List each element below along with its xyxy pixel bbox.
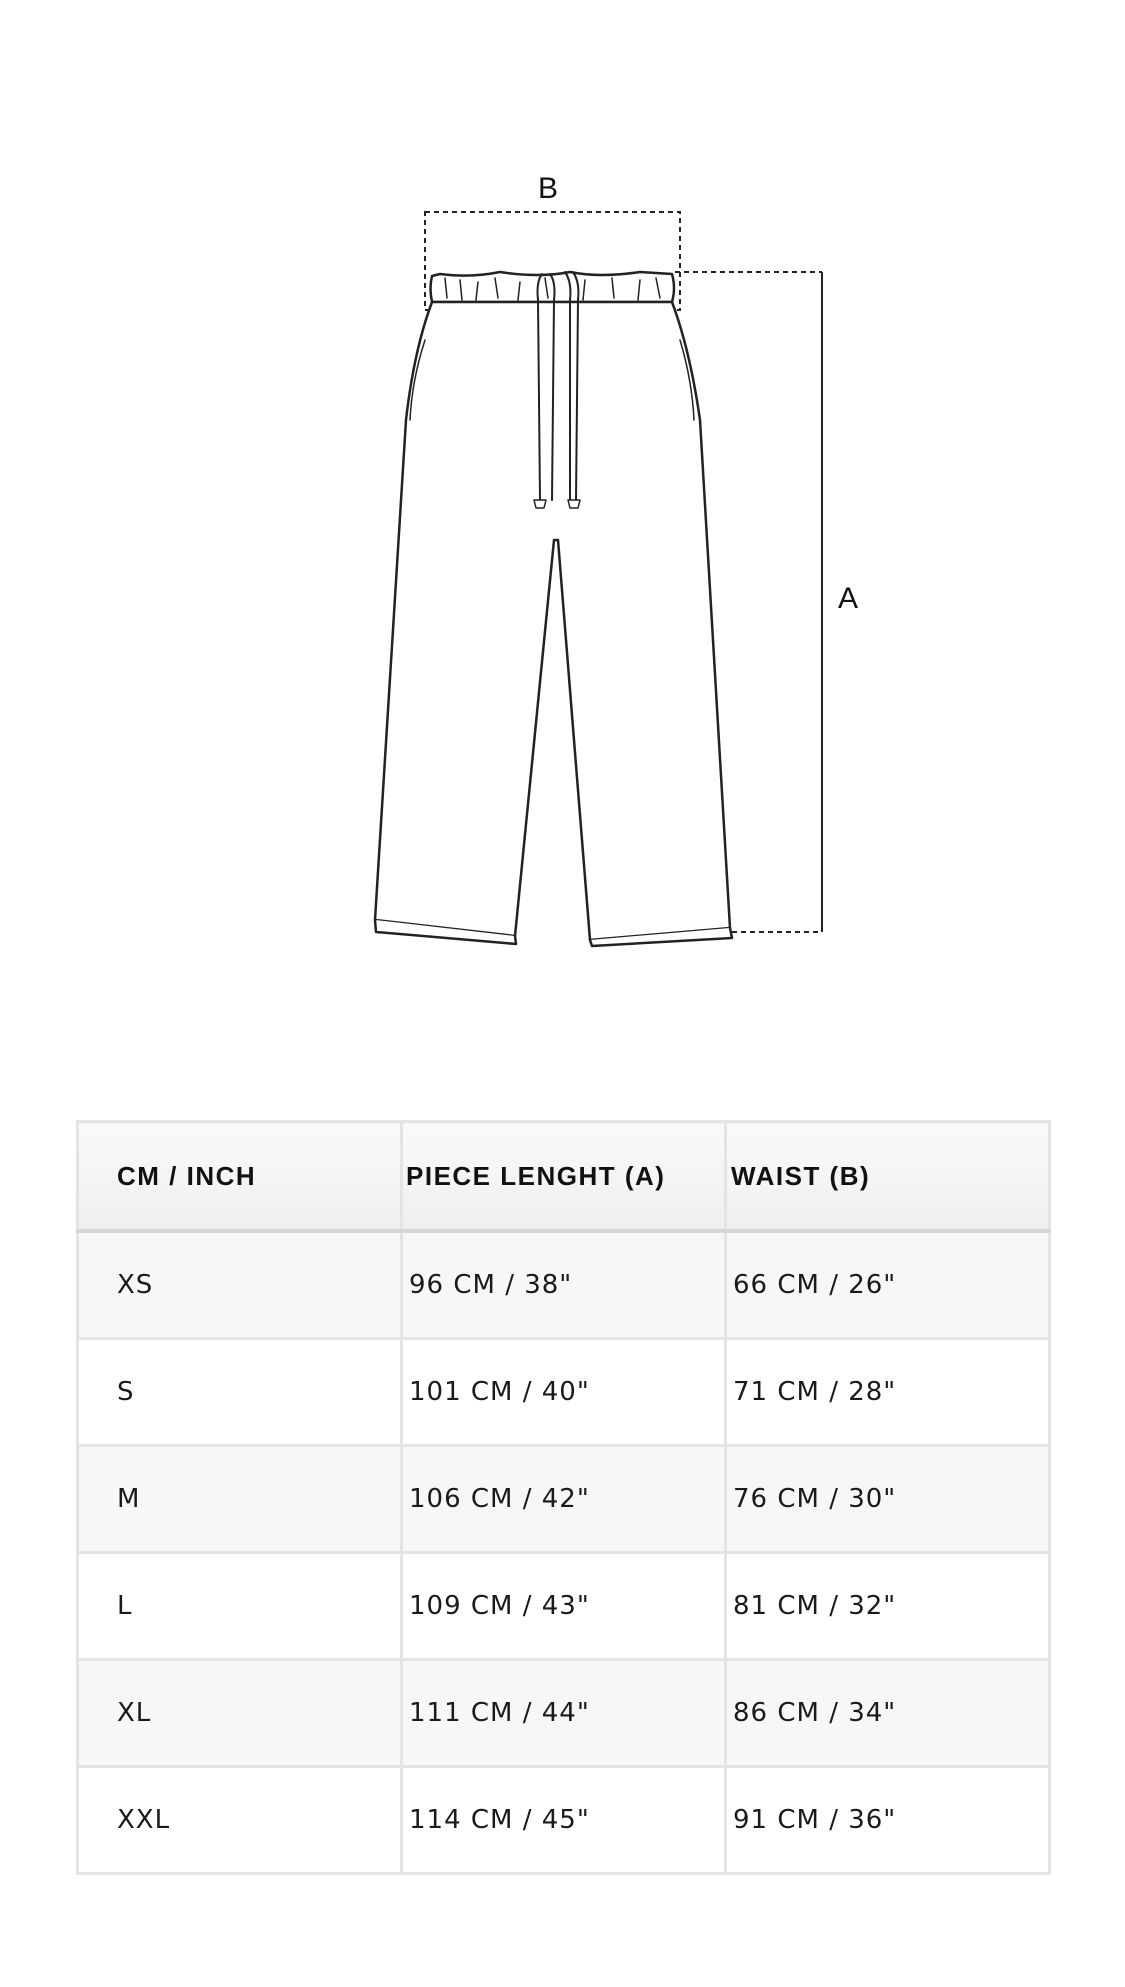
table-row — [78, 1446, 1050, 1553]
size-cell: XXL — [78, 1767, 402, 1874]
header-waist: WAIST (B) — [726, 1122, 1050, 1232]
table-row — [78, 1553, 1050, 1660]
waist-cell: 76 CM / 30" — [726, 1446, 1050, 1553]
label-a: A — [838, 582, 859, 615]
length-cell: 96 CM / 38" — [402, 1231, 726, 1339]
table-header-row — [78, 1122, 1050, 1232]
length-cell: 106 CM / 42" — [402, 1446, 726, 1553]
size-cell: S — [78, 1339, 402, 1446]
size-cell: L — [78, 1553, 402, 1660]
label-b: B — [537, 172, 559, 205]
table-row — [78, 1339, 1050, 1446]
table-row — [78, 1767, 1050, 1874]
waist-cell: 91 CM / 36" — [726, 1767, 1050, 1874]
size-cell: XS — [78, 1231, 402, 1339]
waist-cell: 66 CM / 26" — [726, 1231, 1050, 1339]
waist-cell: 86 CM / 34" — [726, 1660, 1050, 1767]
header-piece-length: PIECE LENGHT (A) — [402, 1122, 726, 1232]
length-cell: 109 CM / 43" — [402, 1553, 726, 1660]
size-cell: M — [78, 1446, 402, 1553]
table-row — [78, 1231, 1050, 1339]
length-cell: 111 CM / 44" — [402, 1660, 726, 1767]
table-row — [78, 1660, 1050, 1767]
waist-cell: 71 CM / 28" — [726, 1339, 1050, 1446]
waist-cell: 81 CM / 32" — [726, 1553, 1050, 1660]
size-chart-table — [76, 1120, 1051, 1875]
header-units: CM / INCH — [78, 1122, 402, 1232]
length-cell: 114 CM / 45" — [402, 1767, 726, 1874]
pants-illustration — [375, 272, 732, 946]
size-cell: XL — [78, 1660, 402, 1767]
length-cell: 101 CM / 40" — [402, 1339, 726, 1446]
